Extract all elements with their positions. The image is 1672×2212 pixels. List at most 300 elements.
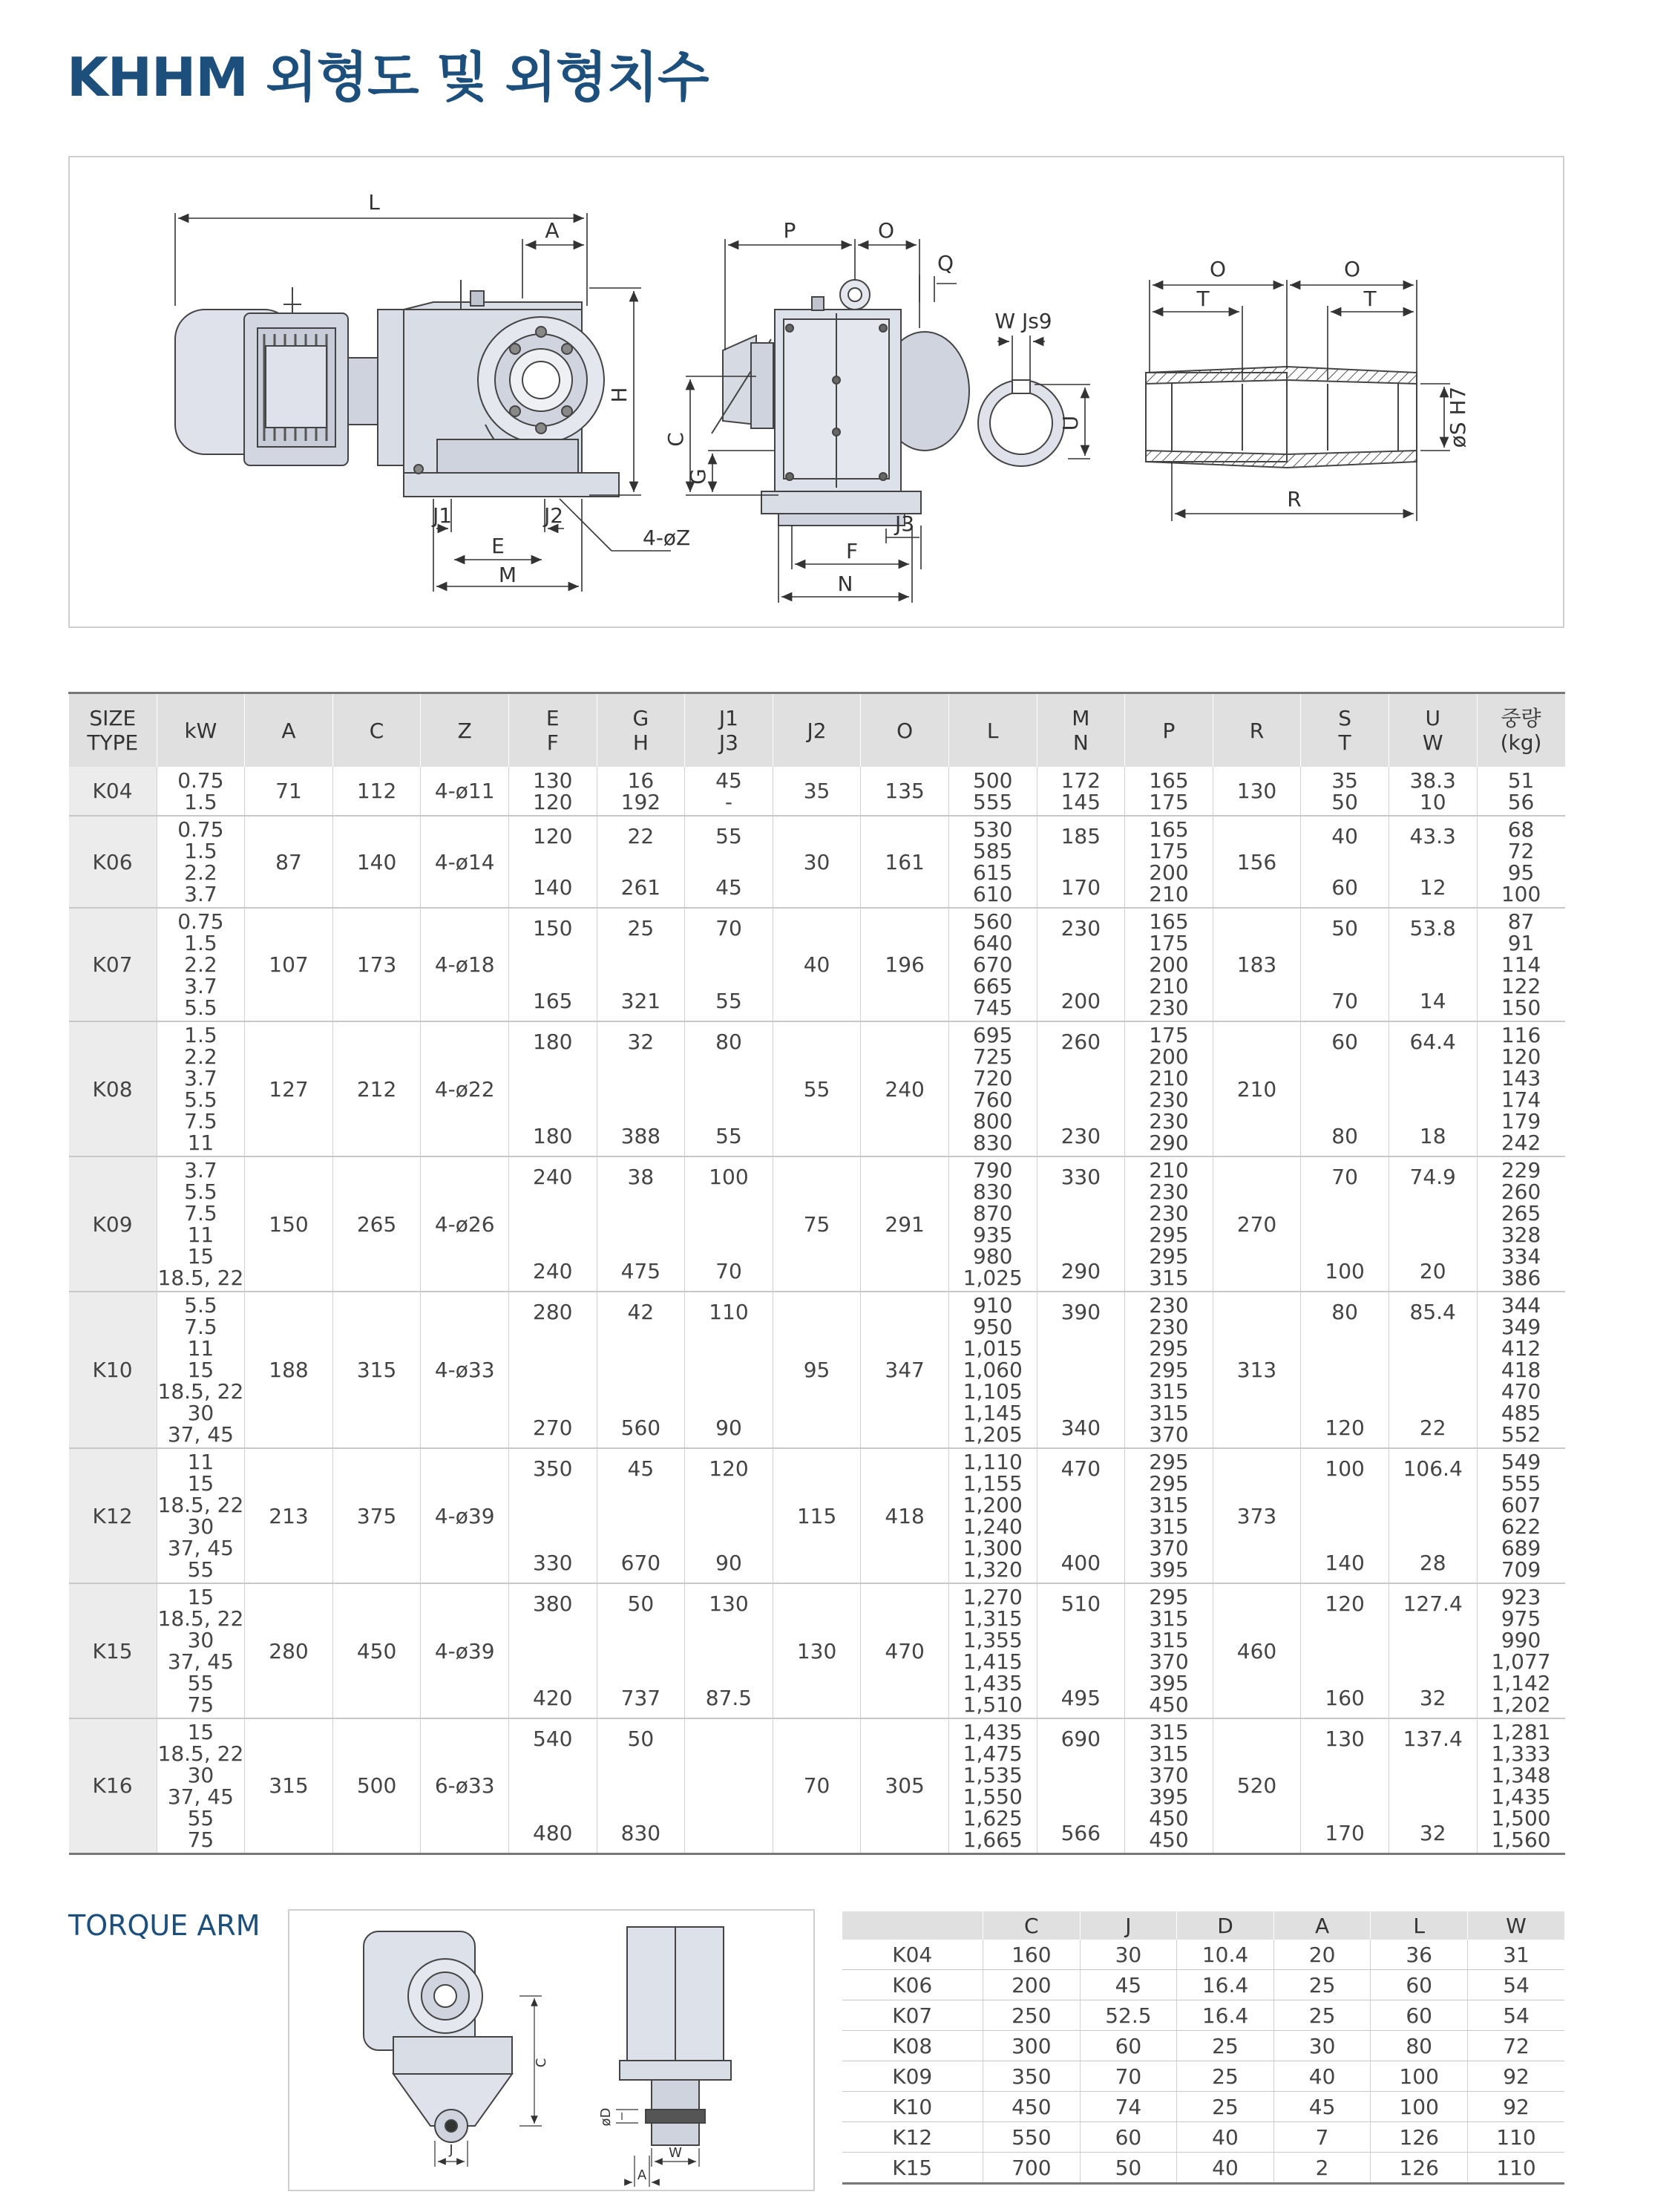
spec-cell-wt — [1477, 1718, 1565, 1853]
spec-cell-value: 1,110 — [963, 1450, 1023, 1474]
spec-header-text: J2 — [807, 718, 827, 743]
spec-table-row — [69, 1718, 1565, 1853]
torque-arm-cell: 25 — [1177, 2061, 1274, 2092]
spec-cell-gh — [597, 1156, 685, 1292]
spec-cell-value: 1.5 — [184, 1023, 217, 1047]
spec-cell-value: 1,500 — [1491, 1805, 1551, 1830]
spec-cell-value: 290 — [1060, 1259, 1101, 1283]
torque-arm-cell: 52.5 — [1080, 2000, 1177, 2031]
torque-arm-header-cell: A — [1273, 1911, 1371, 1940]
spec-header-cell — [1125, 693, 1213, 768]
torque-arm-cell: 60 — [1080, 2031, 1177, 2061]
torque-arm-row — [842, 2153, 1565, 2184]
spec-cell-a: 315 — [245, 1718, 333, 1853]
spec-cell-value: 745 — [973, 995, 1013, 1020]
spec-cell-value: 830 — [973, 1179, 1013, 1204]
spec-cell-st — [1301, 908, 1389, 1021]
spec-cell-z: 4-ø33 — [421, 1292, 509, 1448]
spec-cell-value: 1.5 — [184, 789, 217, 814]
spec-cell-wt — [1477, 1021, 1565, 1156]
spec-cell-l — [948, 1583, 1037, 1718]
spec-cell-value: 40 — [1331, 824, 1358, 848]
torque-arm-cell: K09 — [842, 2061, 983, 2092]
spec-cell-value: 0.75 — [177, 909, 224, 934]
spec-cell-value: 180 — [533, 1030, 573, 1054]
torque-arm-cell: K04 — [842, 1940, 983, 1970]
dim-label-O: O — [877, 218, 895, 243]
spec-table — [68, 692, 1565, 1855]
spec-cell-value: 130 — [533, 768, 573, 793]
spec-cell-value: 37, 45 — [167, 1649, 234, 1674]
spec-cell-value: 3.7 — [184, 882, 217, 906]
spec-cell-j2: 30 — [773, 816, 861, 908]
spec-cell-st — [1301, 1448, 1389, 1583]
spec-cell-value: 18.5, 22 — [157, 1493, 244, 1517]
spec-cell-r: 183 — [1213, 908, 1301, 1021]
torque-arm-header-cell: J — [1080, 1911, 1177, 1940]
spec-cell-value: 500 — [973, 768, 1013, 793]
spec-cell-gh — [597, 1448, 685, 1583]
spec-cell-value: 110 — [709, 1300, 749, 1324]
side-view — [175, 280, 619, 497]
spec-cell-value: 670 — [973, 952, 1013, 977]
spec-cell-j2: 115 — [773, 1448, 861, 1583]
spec-cell-l — [948, 816, 1037, 908]
spec-cell-value: 175 — [1149, 1023, 1189, 1047]
dim-label-J3: J3 — [894, 511, 915, 536]
torque-arm-cell: 60 — [1080, 2122, 1177, 2153]
dim-label-E: E — [491, 534, 505, 558]
spec-cell-value: 53.8 — [1409, 916, 1456, 940]
spec-cell-st — [1301, 816, 1389, 908]
spec-cell-l — [948, 767, 1037, 816]
spec-cell-value: 175 — [1149, 931, 1189, 955]
spec-cell-value: 923 — [1501, 1585, 1541, 1609]
spec-cell-value: 230 — [1149, 1201, 1189, 1226]
spec-cell-value: 55 — [715, 1124, 742, 1148]
spec-cell-gh — [597, 816, 685, 908]
torque-arm-cell: 70 — [1080, 2061, 1177, 2092]
spec-cell-uw — [1389, 1021, 1477, 1156]
spec-header-cell — [332, 693, 421, 768]
spec-cell-value: 145 — [1060, 789, 1101, 814]
spec-cell-value: 760 — [973, 1087, 1013, 1112]
spec-cell-wt — [1477, 767, 1565, 816]
spec-cell-value: 120 — [1325, 1416, 1365, 1440]
spec-header-text: Z — [457, 718, 472, 743]
spec-cell-ef — [508, 908, 597, 1021]
torque-arm-cell: 110 — [1467, 2122, 1564, 2153]
spec-cell-r: 313 — [1213, 1292, 1301, 1448]
spec-cell-value: 370 — [1149, 1536, 1189, 1560]
spec-cell-value: 120 — [533, 789, 573, 814]
spec-cell-value: 2.2 — [184, 952, 217, 977]
spec-cell-uw — [1389, 1292, 1477, 1448]
spec-cell-value: 950 — [973, 1315, 1013, 1339]
spec-cell-value: 1,435 — [1491, 1784, 1551, 1809]
torque-arm-cell: K10 — [842, 2092, 983, 2122]
spec-cell-value: 32 — [1419, 1686, 1446, 1710]
spec-cell-value: 1,105 — [963, 1379, 1023, 1404]
torque-arm-cell: 36 — [1371, 1940, 1468, 1970]
torque-arm-row — [842, 2092, 1565, 2122]
spec-cell-value: 18.5, 22 — [157, 1606, 244, 1631]
spec-header-text: H — [632, 730, 649, 755]
spec-cell-z: 6-ø33 — [421, 1718, 509, 1853]
spec-cell-value: 106.4 — [1403, 1456, 1463, 1481]
spec-cell-value: 230 — [1149, 995, 1189, 1020]
spec-cell-value: 210 — [1149, 882, 1189, 906]
spec-cell-value: 552 — [1501, 1422, 1541, 1447]
spec-cell-a: 71 — [245, 767, 333, 816]
spec-header-cell — [508, 693, 597, 768]
torque-arm-header-cell: C — [983, 1911, 1081, 1940]
spec-cell-value: 585 — [973, 839, 1013, 863]
section-view — [1146, 367, 1417, 468]
spec-cell-gh — [597, 1021, 685, 1156]
spec-cell-value: 37, 45 — [167, 1784, 234, 1809]
spec-cell-value: 1.5 — [184, 931, 217, 955]
dim-label-S: øS H7 — [1446, 386, 1470, 448]
spec-cell-value: 80 — [715, 1030, 742, 1054]
spec-header-text: R — [1249, 718, 1265, 743]
spec-cell-gh — [597, 908, 685, 1021]
spec-cell-value: 10 — [1419, 789, 1446, 814]
spec-cell-value: 290 — [1149, 1130, 1189, 1155]
spec-cell-value: 475 — [620, 1259, 661, 1283]
torque-arm-table — [842, 1911, 1564, 2185]
spec-cell-value: 1,320 — [963, 1557, 1023, 1582]
spec-cell-value: 55 — [187, 1805, 214, 1830]
spec-cell-value: 240 — [533, 1165, 573, 1189]
spec-cell-c: 375 — [332, 1448, 421, 1583]
spec-cell-value: 315 — [1149, 1514, 1189, 1539]
ta-label-A: A — [637, 2167, 647, 2183]
spec-header-cell — [1389, 693, 1477, 768]
spec-cell-value: 980 — [973, 1244, 1013, 1269]
spec-cell-j2: 95 — [773, 1292, 861, 1448]
spec-header-text: 중량 — [1501, 706, 1541, 730]
spec-cell-value: 179 — [1501, 1109, 1541, 1133]
torque-arm-table-body — [842, 1940, 1565, 2184]
spec-cell-value: 510 — [1060, 1591, 1101, 1616]
spec-cell-value: 150 — [1501, 995, 1541, 1020]
torque-arm-table-header — [842, 1911, 1565, 1940]
spec-cell-value: 165 — [1149, 768, 1189, 793]
torque-arm-cell: 126 — [1371, 2122, 1468, 2153]
spec-cell-value: 540 — [533, 1726, 573, 1751]
spec-cell-l — [948, 1292, 1037, 1448]
spec-header-text: J3 — [718, 730, 738, 755]
spec-cell-value: 230 — [1149, 1293, 1189, 1318]
spec-cell-value: 315 — [1149, 1266, 1189, 1290]
spec-cell-value: 910 — [973, 1293, 1013, 1318]
spec-cell-value: 344 — [1501, 1293, 1541, 1318]
spec-cell-size: K07 — [69, 908, 157, 1021]
torque-arm-cell: 200 — [983, 1970, 1081, 2000]
spec-cell-ef — [508, 1583, 597, 1718]
spec-cell-mn — [1037, 1583, 1125, 1718]
spec-cell-value: 22 — [627, 824, 655, 848]
spec-cell-value: 622 — [1501, 1514, 1541, 1539]
spec-cell-value: 85.4 — [1409, 1300, 1456, 1324]
spec-cell-kw — [157, 1021, 245, 1156]
spec-cell-size: K04 — [69, 767, 157, 816]
spec-cell-value: 172 — [1060, 768, 1101, 793]
spec-header-text: TYPE — [87, 730, 139, 755]
spec-cell-ef — [508, 1292, 597, 1448]
spec-cell-value: 87 — [1507, 909, 1535, 934]
spec-table-row — [69, 816, 1565, 908]
spec-cell-c: 315 — [332, 1292, 421, 1448]
spec-cell-value: 737 — [620, 1686, 661, 1710]
ta-label-C: C — [534, 2058, 549, 2068]
spec-cell-st — [1301, 1156, 1389, 1292]
spec-cell-value: 200 — [1060, 989, 1101, 1013]
spec-cell-value: 261 — [620, 875, 661, 900]
spec-cell-value: 12 — [1419, 875, 1446, 900]
spec-cell-value: 75 — [187, 1692, 214, 1717]
spec-cell-ef — [508, 1021, 597, 1156]
spec-cell-value: 1,142 — [1491, 1671, 1551, 1695]
spec-cell-value: 280 — [533, 1300, 573, 1324]
outline-drawing-svg — [70, 157, 1566, 629]
spec-cell-value: 1,415 — [963, 1649, 1023, 1674]
spec-cell-value: 35 — [1331, 768, 1358, 793]
spec-cell-value: - — [724, 789, 732, 814]
dim-label-Z: 4-øZ — [643, 526, 691, 550]
spec-cell-value: 265 — [1501, 1201, 1541, 1226]
spec-cell-value: 1,200 — [963, 1493, 1023, 1517]
spec-cell-value: 95 — [1507, 860, 1535, 885]
spec-cell-value: 370 — [1149, 1649, 1189, 1674]
spec-cell-value: 555 — [973, 789, 1013, 814]
torque-arm-cell: 2 — [1273, 2153, 1371, 2184]
spec-cell-value: 495 — [1060, 1686, 1101, 1710]
spec-cell-value: 55 — [187, 1671, 214, 1695]
spec-cell-value: 55 — [715, 824, 742, 848]
spec-cell-value: 38 — [627, 1165, 655, 1189]
spec-cell-p — [1125, 767, 1213, 816]
spec-cell-value: 80 — [1331, 1300, 1358, 1324]
spec-cell-c: 500 — [332, 1718, 421, 1853]
spec-cell-r: 373 — [1213, 1448, 1301, 1583]
spec-cell-r: 130 — [1213, 767, 1301, 816]
torque-arm-cell: 72 — [1467, 2031, 1564, 2061]
spec-cell-value: 975 — [1501, 1606, 1541, 1631]
spec-cell-r: 270 — [1213, 1156, 1301, 1292]
spec-cell-value: 230 — [1060, 1124, 1101, 1148]
dim-label-N: N — [837, 572, 853, 596]
dim-label-A: A — [545, 218, 560, 243]
spec-cell-value: 485 — [1501, 1401, 1541, 1425]
spec-cell-value: 55 — [715, 989, 742, 1013]
dim-label-J1: J1 — [432, 503, 453, 528]
spec-cell-c: 265 — [332, 1156, 421, 1292]
spec-cell-value: 229 — [1501, 1158, 1541, 1182]
spec-cell-value: 830 — [620, 1820, 661, 1845]
spec-cell-value: 30 — [187, 1401, 214, 1425]
spec-cell-value: 3.7 — [184, 1158, 217, 1182]
spec-header-cell — [157, 693, 245, 768]
spec-cell-value: 1,560 — [1491, 1827, 1551, 1852]
ta-label-J: J — [449, 2142, 453, 2158]
spec-cell-size: K15 — [69, 1583, 157, 1718]
spec-cell-value: 87.5 — [705, 1686, 753, 1710]
spec-cell-value: 560 — [620, 1416, 661, 1440]
spec-cell-value: 1,205 — [963, 1422, 1023, 1447]
spec-cell-value: 175 — [1149, 839, 1189, 863]
spec-cell-value: 380 — [533, 1591, 573, 1616]
spec-cell-uw — [1389, 1156, 1477, 1292]
spec-cell-value: 20 — [1419, 1259, 1446, 1283]
torque-arm-cell: 100 — [1371, 2092, 1468, 2122]
spec-cell-value: 330 — [1060, 1165, 1101, 1189]
spec-cell-mn — [1037, 1448, 1125, 1583]
spec-header-cell — [685, 693, 773, 768]
spec-cell-value: 160 — [1325, 1686, 1365, 1710]
spec-cell-z: 4-ø14 — [421, 816, 509, 908]
spec-cell-a: 87 — [245, 816, 333, 908]
spec-cell-r: 460 — [1213, 1583, 1301, 1718]
spec-cell-value: 720 — [973, 1066, 1013, 1090]
spec-cell-value: 566 — [1060, 1820, 1101, 1845]
torque-arm-cell: 40 — [1273, 2061, 1371, 2092]
spec-cell-j2: 40 — [773, 908, 861, 1021]
spec-table-row — [69, 1583, 1565, 1718]
spec-cell-value: 32 — [627, 1030, 655, 1054]
spec-cell-value: 349 — [1501, 1315, 1541, 1339]
spec-cell-o: 470 — [861, 1583, 949, 1718]
spec-cell-j1j3 — [685, 1021, 773, 1156]
spec-cell-value: 0.75 — [177, 768, 224, 793]
spec-header-text: C — [369, 718, 384, 743]
dim-label-P: P — [783, 218, 796, 243]
torque-arm-cell: 60 — [1371, 2000, 1468, 2031]
spec-cell-value: 242 — [1501, 1130, 1541, 1155]
spec-cell-uw — [1389, 767, 1477, 816]
spec-header-text: N — [1072, 730, 1089, 755]
spec-cell-value: 1,665 — [963, 1827, 1023, 1852]
spec-cell-mn — [1037, 1292, 1125, 1448]
spec-cell-value: 340 — [1060, 1416, 1101, 1440]
spec-cell-value: 7.5 — [184, 1315, 217, 1339]
dim-label-L: L — [368, 190, 380, 215]
spec-cell-o: 305 — [861, 1718, 949, 1853]
spec-cell-value: 1,077 — [1491, 1649, 1551, 1674]
spec-cell-value: 91 — [1507, 931, 1535, 955]
spec-cell-uw — [1389, 816, 1477, 908]
spec-cell-l — [948, 1156, 1037, 1292]
torque-arm-cell: 350 — [983, 2061, 1081, 2092]
spec-table-row — [69, 1021, 1565, 1156]
spec-cell-value: 64.4 — [1409, 1030, 1456, 1054]
spec-cell-value: 670 — [620, 1551, 661, 1575]
spec-cell-value: 370 — [1149, 1762, 1189, 1787]
spec-cell-value: 45 — [627, 1456, 655, 1481]
spec-cell-value: 3.7 — [184, 1066, 217, 1090]
spec-cell-value: 418 — [1501, 1358, 1541, 1382]
spec-cell-value: 689 — [1501, 1536, 1541, 1560]
torque-arm-row — [842, 1970, 1565, 2000]
spec-cell-value: 90 — [715, 1551, 742, 1575]
spec-cell-value: 315 — [1149, 1719, 1189, 1744]
torque-arm-cell: 25 — [1273, 1970, 1371, 2000]
spec-header-cell — [597, 693, 685, 768]
spec-cell-value: 1,270 — [963, 1585, 1023, 1609]
spec-cell-value: 120 — [1501, 1044, 1541, 1069]
spec-cell-st — [1301, 767, 1389, 816]
spec-header-text: A — [281, 718, 296, 743]
spec-cell-value: 120 — [533, 824, 573, 848]
spec-header-text: W — [1422, 730, 1443, 755]
spec-cell-p — [1125, 1292, 1213, 1448]
spec-cell-value: 330 — [533, 1551, 573, 1575]
spec-header-cell — [421, 693, 509, 768]
spec-cell-value: 2.2 — [184, 1044, 217, 1069]
torque-arm-cell: 100 — [1371, 2061, 1468, 2092]
spec-header-text: J1 — [718, 706, 738, 730]
spec-cell-value: 295 — [1149, 1585, 1189, 1609]
spec-cell-value: 315 — [1149, 1606, 1189, 1631]
spec-cell-c: 112 — [332, 767, 421, 816]
spec-cell-value: 450 — [1149, 1827, 1189, 1852]
spec-cell-value: 640 — [973, 931, 1013, 955]
spec-cell-value: 1,145 — [963, 1401, 1023, 1425]
spec-header-cell — [1037, 693, 1125, 768]
front-view — [712, 280, 969, 526]
torque-arm-cell: 30 — [1273, 2031, 1371, 2061]
spec-cell-value: 450 — [1149, 1692, 1189, 1717]
spec-cell-mn — [1037, 767, 1125, 816]
spec-cell-value: 28 — [1419, 1551, 1446, 1575]
spec-header-cell — [245, 693, 333, 768]
spec-cell-value: 5.5 — [184, 1087, 217, 1112]
torque-arm-row — [842, 2031, 1565, 2061]
spec-cell-value: 3.7 — [184, 974, 217, 998]
spec-cell-value: 50 — [1331, 916, 1358, 940]
spec-cell-value: 800 — [973, 1109, 1013, 1133]
spec-cell-j2: 75 — [773, 1156, 861, 1292]
spec-cell-value: 665 — [973, 974, 1013, 998]
spec-cell-o: 418 — [861, 1448, 949, 1583]
spec-cell-size: K09 — [69, 1156, 157, 1292]
spec-cell-value: 50 — [627, 1726, 655, 1751]
torque-arm-header-cell: D — [1177, 1911, 1274, 1940]
spec-cell-value: 7.5 — [184, 1201, 217, 1226]
torque-arm-row — [842, 2000, 1565, 2031]
spec-cell-value: 240 — [533, 1259, 573, 1283]
spec-cell-value: 200 — [1149, 1044, 1189, 1069]
spec-cell-kw — [157, 1156, 245, 1292]
spec-cell-value: 390 — [1060, 1300, 1101, 1324]
spec-cell-value: 412 — [1501, 1336, 1541, 1361]
spec-header-text: T — [1338, 730, 1351, 755]
spec-header-text: M — [1072, 706, 1090, 730]
spec-cell-value: 260 — [1501, 1179, 1541, 1204]
dim-label-G: G — [686, 468, 710, 485]
spec-cell-value: 1.5 — [184, 839, 217, 863]
torque-arm-cell: 45 — [1273, 2092, 1371, 2122]
torque-arm-header-cell: W — [1467, 1911, 1564, 1940]
spec-cell-gh — [597, 1292, 685, 1448]
spec-cell-c: 212 — [332, 1021, 421, 1156]
torque-arm-row — [842, 1940, 1565, 1970]
spec-cell-value: 935 — [973, 1223, 1013, 1247]
spec-cell-value: 37, 45 — [167, 1536, 234, 1560]
spec-cell-value: 170 — [1325, 1820, 1365, 1845]
spec-cell-value: 386 — [1501, 1266, 1541, 1290]
